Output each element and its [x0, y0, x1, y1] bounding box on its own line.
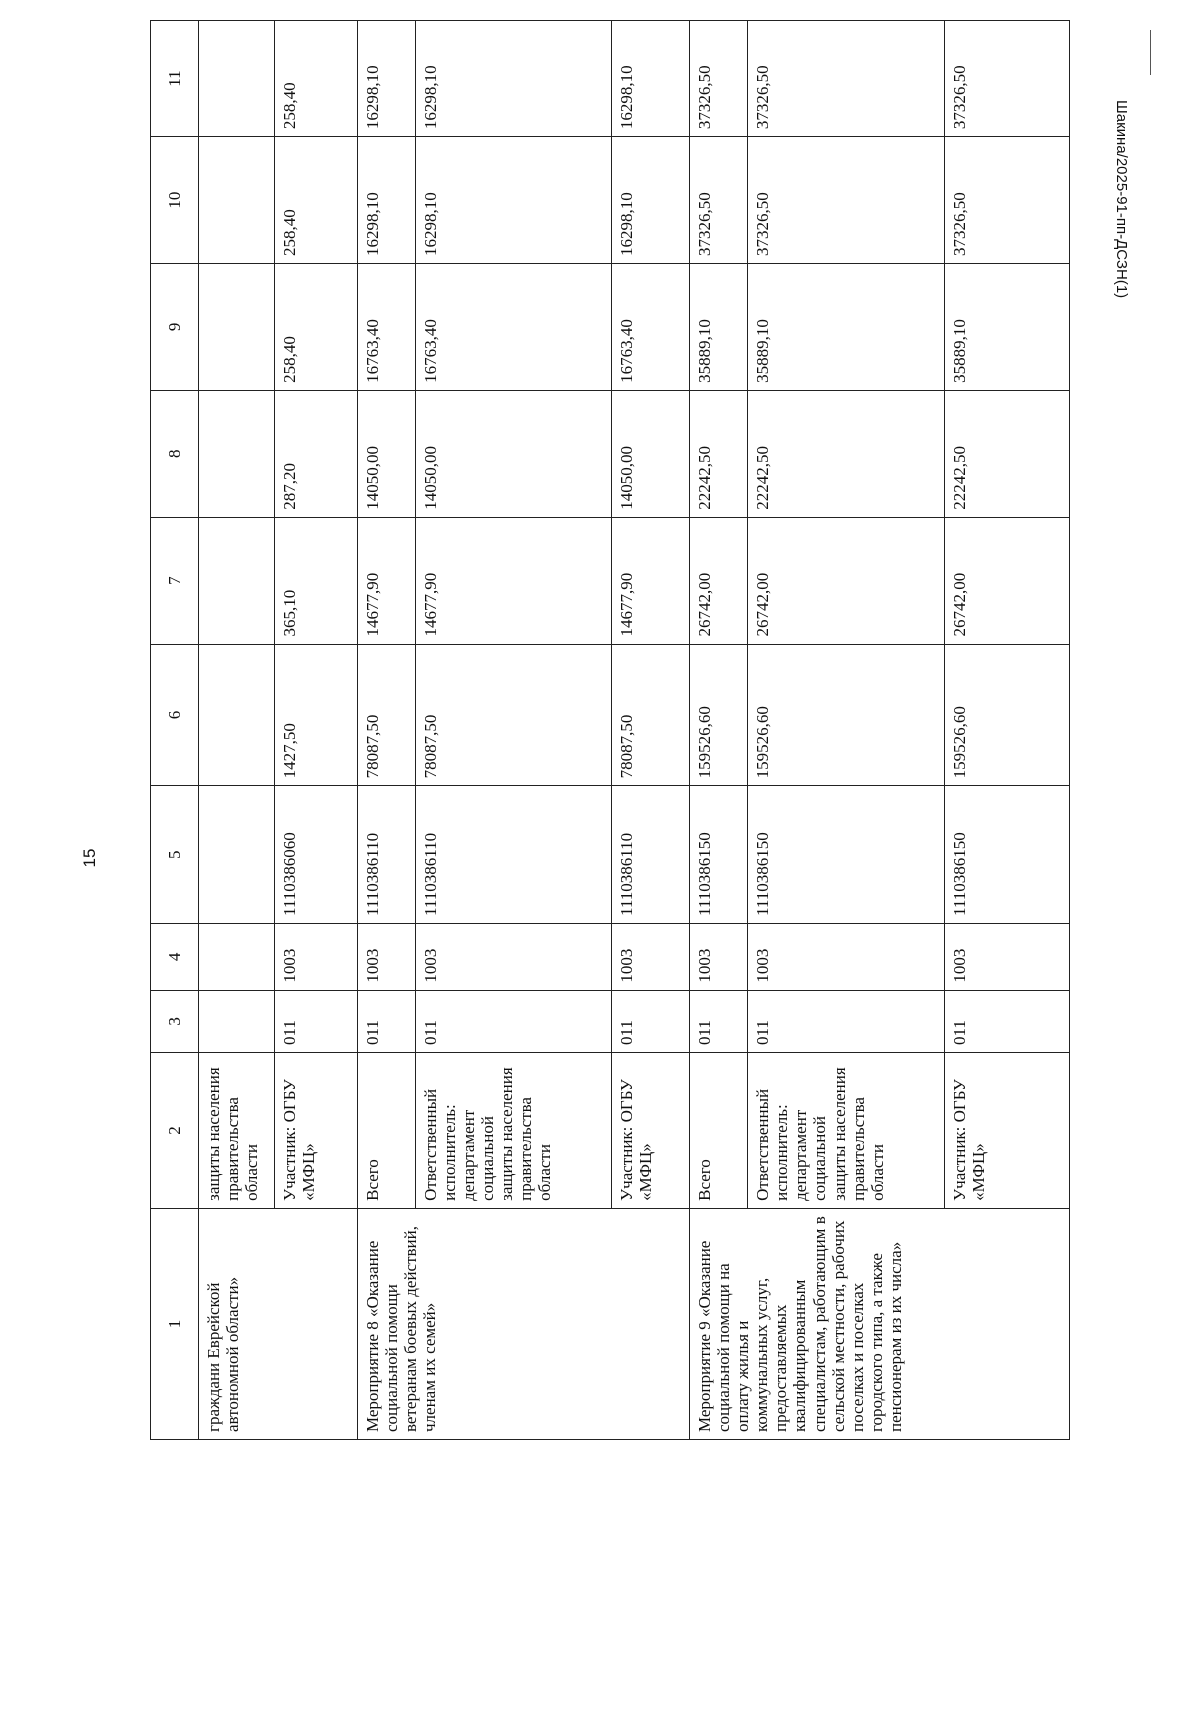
- value-cell: 14050,00: [357, 390, 415, 517]
- value-cell: 011: [275, 990, 358, 1052]
- value-cell: 14050,00: [415, 390, 612, 517]
- footer-code: Шакина/2025-91-пп-ДСЗН(1): [1113, 100, 1130, 299]
- header-cell: 8: [151, 390, 199, 517]
- value-cell: 1110386110: [415, 786, 612, 924]
- table-row: [690, 21, 748, 1440]
- activity-cell: Мероприятие 8 «Оказание социальной помощи ветеранам боевых действий, членам их семей»: [357, 1208, 690, 1439]
- value-cell: 16763,40: [612, 264, 690, 391]
- value-cell: 37326,50: [690, 21, 748, 137]
- value-cell: 011: [357, 990, 415, 1052]
- value-cell: 26742,00: [690, 517, 748, 644]
- header-cell: 11: [151, 21, 199, 137]
- header-cell: 2: [151, 1053, 199, 1209]
- header-cell: 10: [151, 137, 199, 264]
- value-cell: 258,40: [275, 264, 358, 391]
- value-cell: [199, 390, 275, 517]
- value-cell: 1110386110: [612, 786, 690, 924]
- value-cell: 159526,60: [690, 644, 748, 786]
- value-cell: 1003: [357, 924, 415, 991]
- value-cell: 16763,40: [415, 264, 612, 391]
- activity-cell: Мероприятие 9 «Оказание социальной помощи на оплату жилья и коммунальных услуг, предоставляемых квалифицированным специалистам, работающим в сельской местности, рабочих поселках и поселках городского типа, а также пенсионерам из их числа»: [690, 1208, 1070, 1439]
- executor-cell: Всего: [357, 1053, 415, 1209]
- value-cell: [199, 786, 275, 924]
- value-cell: [199, 924, 275, 991]
- value-cell: 159526,60: [748, 644, 945, 786]
- value-cell: 26742,00: [748, 517, 945, 644]
- value-cell: 14677,90: [415, 517, 612, 644]
- margin-rule: [1150, 30, 1151, 75]
- value-cell: 011: [612, 990, 690, 1052]
- value-cell: 011: [415, 990, 612, 1052]
- value-cell: 14677,90: [357, 517, 415, 644]
- value-cell: 011: [690, 990, 748, 1052]
- value-cell: 287,20: [275, 390, 358, 517]
- executor-cell: защиты населения правительства области: [199, 1053, 275, 1209]
- executor-cell: Участник: ОГБУ «МФЦ»: [612, 1053, 690, 1209]
- executor-cell: Всего: [690, 1053, 748, 1209]
- value-cell: 22242,50: [748, 390, 945, 517]
- value-cell: 011: [944, 990, 1069, 1052]
- value-cell: 1110386150: [748, 786, 945, 924]
- value-cell: 16298,10: [357, 21, 415, 137]
- value-cell: 35889,10: [944, 264, 1069, 391]
- value-cell: 365,10: [275, 517, 358, 644]
- header-cell: 7: [151, 517, 199, 644]
- activity-cell: граждани Еврейской автономной области»: [199, 1208, 358, 1439]
- value-cell: [199, 264, 275, 391]
- value-cell: 78087,50: [415, 644, 612, 786]
- value-cell: 37326,50: [748, 137, 945, 264]
- value-cell: 1003: [748, 924, 945, 991]
- value-cell: 26742,00: [944, 517, 1069, 644]
- value-cell: 011: [748, 990, 945, 1052]
- value-cell: 1110386060: [275, 786, 358, 924]
- value-cell: 1110386150: [690, 786, 748, 924]
- value-cell: 14050,00: [612, 390, 690, 517]
- header-cell: 3: [151, 990, 199, 1052]
- value-cell: 1003: [415, 924, 612, 991]
- value-cell: [199, 990, 275, 1052]
- value-cell: 1110386110: [357, 786, 415, 924]
- value-cell: 1110386150: [944, 786, 1069, 924]
- table-body: [199, 21, 1070, 1440]
- value-cell: 35889,10: [690, 264, 748, 391]
- value-cell: [199, 137, 275, 264]
- value-cell: 37326,50: [944, 137, 1069, 264]
- program-table: [150, 20, 1070, 1440]
- value-cell: 37326,50: [748, 21, 945, 137]
- value-cell: 78087,50: [357, 644, 415, 786]
- value-cell: 16298,10: [415, 137, 612, 264]
- value-cell: 78087,50: [612, 644, 690, 786]
- executor-cell: Ответственный исполнитель: департамент социальной защиты населения правительства области: [748, 1053, 945, 1209]
- value-cell: 16298,10: [612, 137, 690, 264]
- value-cell: 16298,10: [357, 137, 415, 264]
- value-cell: 1427,50: [275, 644, 358, 786]
- value-cell: [199, 644, 275, 786]
- page-number: 15: [80, 848, 99, 868]
- header-cell: 9: [151, 264, 199, 391]
- executor-cell: Участник: ОГБУ «МФЦ»: [275, 1053, 358, 1209]
- header-cell: 5: [151, 786, 199, 924]
- value-cell: 37326,50: [944, 21, 1069, 137]
- header-cell: 4: [151, 924, 199, 991]
- header-row: [151, 21, 199, 1440]
- value-cell: 16298,10: [612, 21, 690, 137]
- table-row: [199, 21, 275, 1440]
- value-cell: [199, 517, 275, 644]
- value-cell: 35889,10: [748, 264, 945, 391]
- value-cell: 159526,60: [944, 644, 1069, 786]
- executor-cell: Участник: ОГБУ «МФЦ»: [944, 1053, 1069, 1209]
- value-cell: 258,40: [275, 137, 358, 264]
- header-cell: 1: [151, 1208, 199, 1439]
- executor-cell: Ответственный исполнитель: департамент социальной защиты населения правительства области: [415, 1053, 612, 1209]
- value-cell: 22242,50: [944, 390, 1069, 517]
- header-cell: 6: [151, 644, 199, 786]
- table-row: [357, 21, 415, 1440]
- program-table-holder: [150, 20, 1070, 1440]
- value-cell: 16763,40: [357, 264, 415, 391]
- value-cell: 37326,50: [690, 137, 748, 264]
- value-cell: 1003: [690, 924, 748, 991]
- value-cell: 16298,10: [415, 21, 612, 137]
- value-cell: 1003: [612, 924, 690, 991]
- value-cell: [199, 21, 275, 137]
- value-cell: 258,40: [275, 21, 358, 137]
- value-cell: 22242,50: [690, 390, 748, 517]
- value-cell: 14677,90: [612, 517, 690, 644]
- value-cell: 1003: [275, 924, 358, 991]
- value-cell: 1003: [944, 924, 1069, 991]
